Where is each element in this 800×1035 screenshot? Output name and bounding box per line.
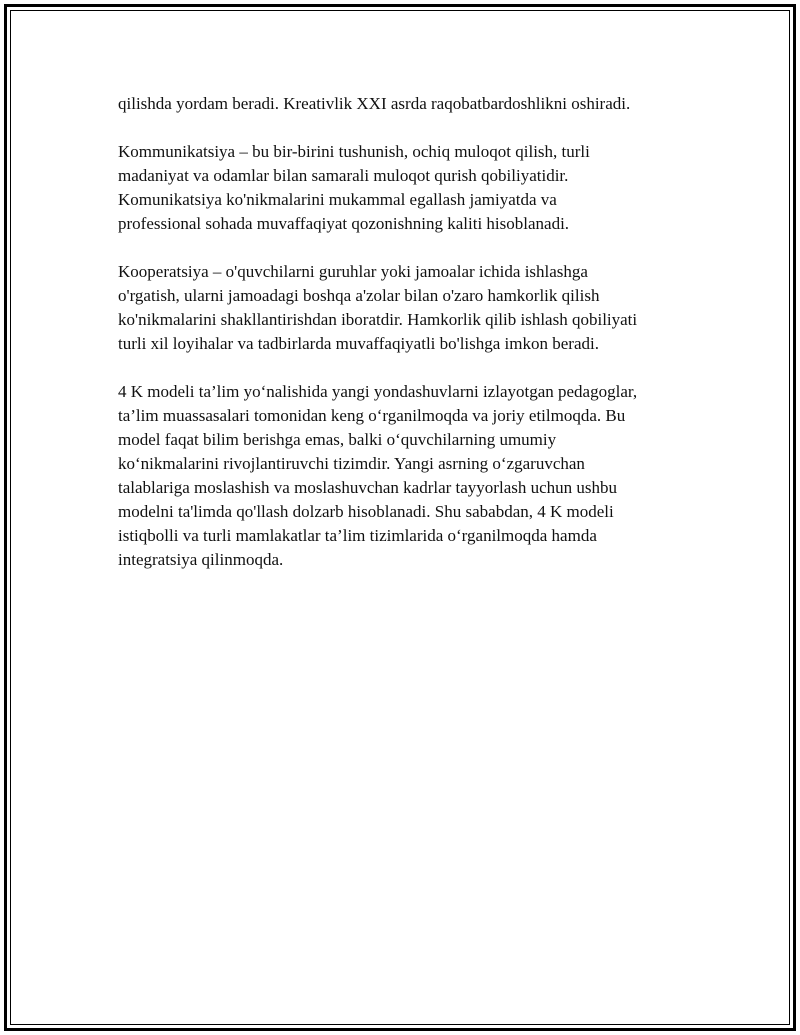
text-line: modelni ta'limda qo'llash dolzarb hisoblanadi. Shu sababdan, 4 K modeli: [118, 502, 614, 521]
text-line: ko‘nikmalarini rivojlantiruvchi tizimdir. Yangi asrning o‘zgaruvchan: [118, 454, 585, 473]
text-line: qilishda yordam beradi. Kreativlik XXI asrda raqobatbardoshlikni oshiradi.: [118, 94, 631, 113]
text-line: turli xil loyihalar va tadbirlarda muvaffaqiyatli bo'lishga imkon beradi.: [118, 334, 599, 353]
paragraph-model-4k: [118, 380, 708, 572]
text-line: Komunikatsiya ko'nikmalarini mukammal egallash jamiyatda va: [118, 190, 557, 209]
text-line: istiqbolli va turli mamlakatlar ta’lim tizimlarida o‘rganilmoqda hamda: [118, 526, 597, 545]
text-line: Kooperatsiya – o'quvchilarni guruhlar yoki jamoalar ichida ishlashga: [118, 262, 588, 281]
paragraph-spacer: [118, 356, 708, 380]
text-line: professional sohada muvaffaqiyat qozonishning kaliti hisoblanadi.: [118, 214, 570, 233]
paragraph-spacer: [118, 116, 708, 140]
text-line: model faqat bilim berishga emas, balki o‘quvchilarning umumiy: [118, 430, 557, 449]
text-line: ta’lim muassasalari tomonidan keng o‘rganilmoqda va joriy etilmoqda. Bu: [118, 406, 626, 425]
document-body: [118, 92, 708, 572]
paragraph-kommunikatsiya: [118, 140, 708, 236]
text-line: Kommunikatsiya – bu bir-birini tushunish, ochiq muloqot qilish, turli: [118, 142, 590, 161]
text-line: 4 K modeli ta’lim yo‘nalishida yangi yondashuvlarni izlayotgan pedagoglar,: [118, 382, 638, 401]
text-line: integratsiya qilinmoqda.: [118, 550, 284, 569]
text-line: talablariga moslashish va moslashuvchan kadrlar tayyorlash uchun ushbu: [118, 478, 618, 497]
paragraph-spacer: [118, 236, 708, 260]
text-line: madaniyat va odamlar bilan samarali muloqot qurish qobiliyatidir.: [118, 166, 569, 185]
paragraph-kooperatsiya: [118, 260, 708, 356]
paragraph-continuation: [118, 92, 708, 116]
text-line: o'rgatish, ularni jamoadagi boshqa a'zolar bilan o'zaro hamkorlik qilish: [118, 286, 600, 305]
text-line: ko'nikmalarini shakllantirishdan iboratdir. Hamkorlik qilib ishlash qobiliyati: [118, 310, 638, 329]
